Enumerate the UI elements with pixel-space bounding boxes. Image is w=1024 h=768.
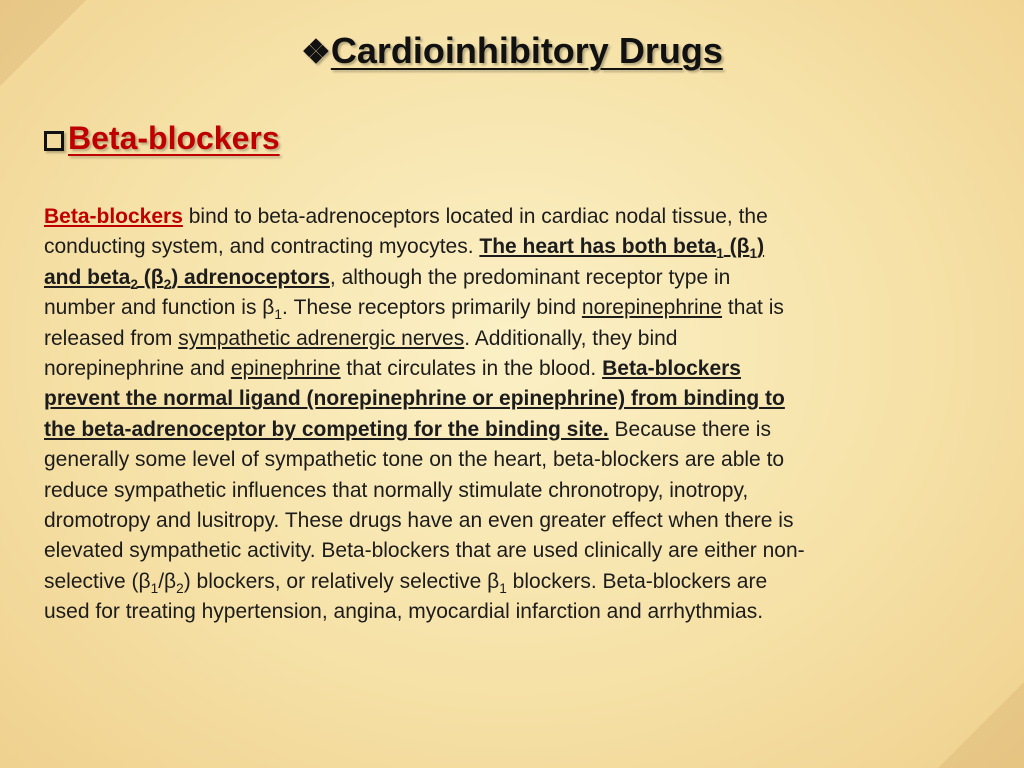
body-text-span: that is (722, 296, 784, 320)
body-text-span: norepinephrine and (44, 357, 231, 381)
checkbox-bullet-icon (44, 131, 64, 151)
body-line-2 (44, 232, 1004, 262)
emphasis-span: (β (723, 235, 750, 259)
body-text-span: . Additionally, they bind (464, 326, 678, 350)
emphasis-span: ) (757, 235, 765, 259)
body-text-span: . These receptors primarily bind (281, 296, 582, 320)
subscript: 2 (163, 277, 172, 292)
section-heading-text: Beta-blockers (68, 120, 280, 156)
emphasis-span: ) adrenoceptors (171, 265, 330, 289)
body-text-span: Because there is (608, 417, 771, 441)
body-line-13 (44, 567, 1004, 597)
emphasis-text: prevent the normal ligand (norepinephrine or epinephrine) from binding to (44, 387, 785, 411)
slide-title-text: Cardioinhibitory Drugs (330, 30, 723, 71)
section-heading (44, 120, 280, 157)
underlined-term: sympathetic adrenergic nerves (178, 326, 465, 350)
body-text-span: conducting system, and contracting myocytes. (44, 235, 480, 259)
emphasis-text (44, 265, 330, 292)
diamond-bullet-icon: ❖ (301, 34, 331, 71)
body-text-span: ) blockers, or relatively selective β (183, 569, 500, 593)
body-line-5 (44, 324, 1004, 354)
body-line-4 (44, 293, 1004, 323)
subscript: 2 (176, 581, 184, 597)
body-line-3 (44, 263, 1004, 293)
subscript: 1 (749, 246, 758, 262)
underlined-term: norepinephrine (581, 296, 723, 320)
body-line-10: reduce sympathetic influences that normally stimulate chronotropy, inotropy, (44, 478, 749, 502)
term-beta-blockers: Beta-blockers (44, 205, 183, 228)
emphasis-span: and beta (44, 265, 131, 289)
body-text-span: released from (44, 326, 179, 350)
subscript: 1 (274, 307, 282, 323)
subscript: 1 (150, 581, 159, 597)
emphasis-span: The heart has both beta (479, 235, 717, 259)
body-paragraph (44, 202, 1004, 628)
body-line-7 (44, 384, 1004, 414)
underlined-term: epinephrine (230, 357, 341, 381)
body-line-6 (44, 354, 1004, 384)
subscript: 1 (716, 246, 724, 262)
body-text-span: that circulates in the blood. (340, 357, 603, 381)
body-text-span: selective (β (44, 569, 151, 593)
body-line-11: dromotropy and lusitropy. These drugs have an even greater effect when there is (44, 509, 794, 533)
subscript: 1 (499, 581, 507, 597)
corner-decoration-bottom-right (938, 682, 1024, 768)
body-text-span: number and function is β (44, 296, 275, 320)
body-line-9: generally some level of sympathetic tone on the heart, beta-blockers are able to (44, 448, 785, 472)
emphasis-span: (β (137, 265, 164, 289)
subscript: 2 (130, 277, 138, 292)
body-text-span: , although the predominant receptor type in (329, 265, 731, 289)
body-line-12: elevated sympathetic activity. Beta-blockers that are used clinically are either non- (44, 539, 805, 563)
body-text-span: bind to beta-adrenoceptors located in cardiac nodal tissue, the (182, 205, 768, 228)
slide-title (0, 30, 1024, 72)
body-line-1 (44, 202, 1004, 232)
emphasis-text: the beta-adrenoceptor by competing for the binding site. (44, 417, 609, 441)
body-text-span: blockers. Beta-blockers are (506, 569, 768, 593)
emphasis-text: Beta-blockers (602, 357, 741, 381)
body-line-8 (44, 415, 1004, 445)
body-text-span: /β (158, 569, 177, 593)
emphasis-text (479, 235, 765, 262)
body-line-14: used for treating hypertension, angina, myocardial infarction and arrhythmias. (44, 600, 764, 624)
